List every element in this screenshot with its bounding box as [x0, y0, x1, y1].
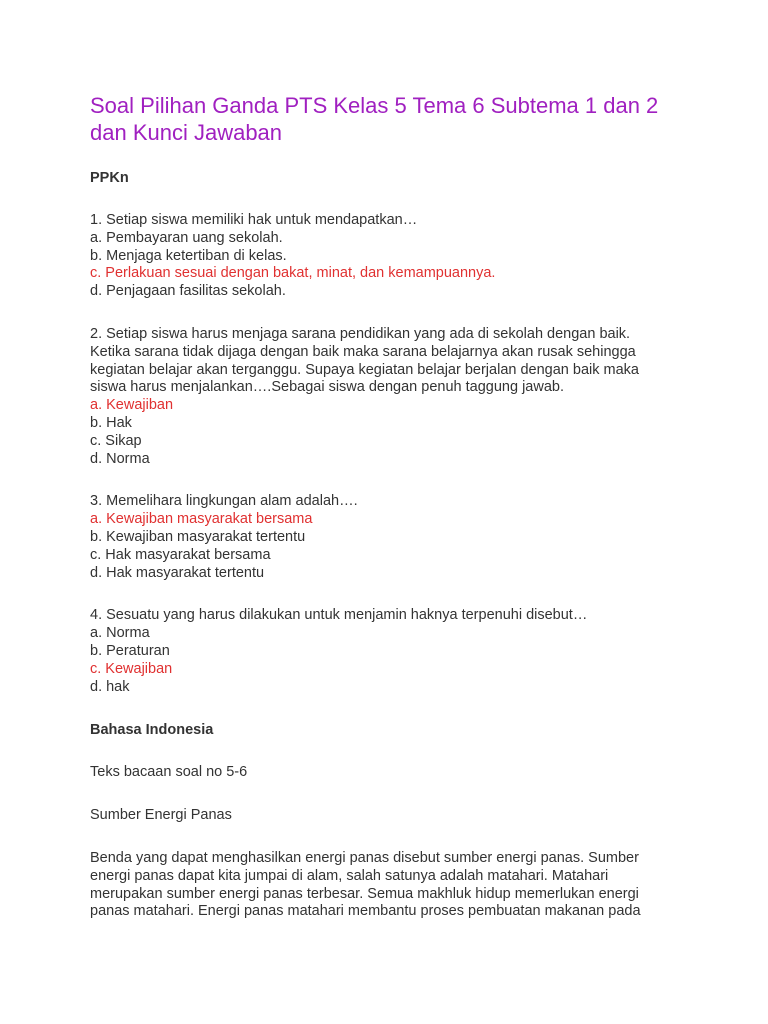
option-b: b. Kewajiban masyarakat tertentu	[90, 528, 306, 545]
section-heading-ppkn: PPKn	[90, 170, 129, 186]
passage-line: merupakan sumber energi panas terbesar. Semua makhluk hidup memerlukan energi	[90, 885, 639, 902]
passage-line: panas matahari. Energi panas matahari membantu proses pembuatan makanan pada	[90, 903, 641, 920]
question-1	[90, 212, 690, 301]
reading-intro: Teks bacaan soal no 5-6	[90, 764, 248, 781]
question-text: 1. Setiap siswa memiliki hak untuk mendapatkan…	[90, 212, 418, 228]
page-title: Soal Pilihan Ganda PTS Kelas 5 Tema 6 Subtema 1 dan 2 dan Kunci Jawaban	[90, 93, 659, 145]
option-a: a. Pembayaran uang sekolah.	[90, 229, 283, 246]
option-d: d. Norma	[90, 450, 150, 467]
section-heading-bahasa-indonesia: Bahasa Indonesia	[90, 722, 214, 739]
option-c: c. Sikap	[90, 432, 142, 449]
reading-title: Sumber Energi Panas	[90, 807, 232, 824]
option-b: b. Hak	[90, 414, 132, 431]
question-text: 3. Memelihara lingkungan alam adalah….	[90, 493, 358, 510]
option-b: b. Peraturan	[90, 642, 170, 659]
passage-line: energi panas dapat kita jumpai di alam, salah satunya adalah matahari. Matahari	[90, 867, 609, 884]
question-3	[90, 493, 690, 582]
option-b: b. Menjaga ketertiban di kelas.	[90, 247, 287, 264]
option-c: c. Hak masyarakat bersama	[90, 546, 271, 563]
correct-option-a: a. Kewajiban	[90, 397, 174, 414]
passage-line: Benda yang dapat menghasilkan energi panas disebut sumber energi panas. Sumber	[90, 849, 639, 866]
question-text-line: 2. Setiap siswa harus menjaga sarana pendidikan yang ada di sekolah dengan baik.	[90, 325, 631, 342]
question-2	[90, 326, 690, 468]
question-4	[90, 607, 690, 696]
correct-option-a: a. Kewajiban masyarakat bersama	[90, 511, 313, 528]
question-text: 4. Sesuatu yang harus dilakukan untuk menjamin haknya terpenuhi disebut…	[90, 607, 588, 624]
option-d: d. Penjagaan fasilitas sekolah.	[90, 283, 286, 300]
reading-passage	[90, 850, 690, 921]
option-d: d. hak	[90, 678, 130, 695]
question-text-line: kegiatan belajar akan terganggu. Supaya kegiatan belajar berjalan dengan baik maka	[90, 361, 639, 378]
option-d: d. Hak masyarakat tertentu	[90, 564, 265, 581]
question-text-line: Ketika sarana tidak dijaga dengan baik maka sarana belajarnya akan rusak sehingga	[90, 343, 636, 360]
question-text-line: siswa harus menjalankan….Sebagai siswa dengan penuh taggung jawab.	[90, 379, 564, 396]
correct-option-c: c. Perlakuan sesuai dengan bakat, minat, dan kemampuannya.	[90, 265, 496, 282]
option-a: a. Norma	[90, 625, 150, 642]
correct-option-c: c. Kewajiban	[90, 660, 173, 677]
document-page	[90, 92, 690, 946]
